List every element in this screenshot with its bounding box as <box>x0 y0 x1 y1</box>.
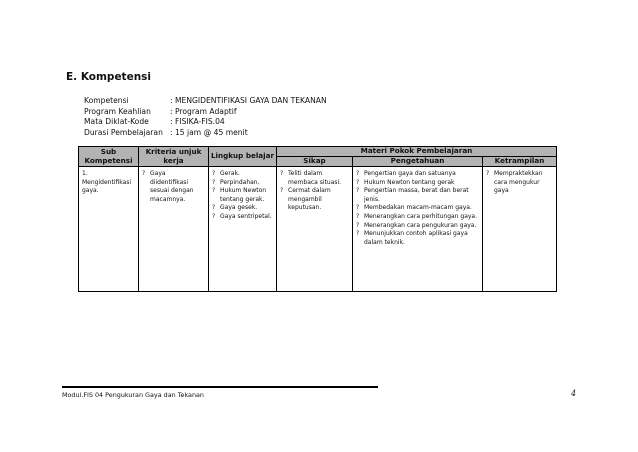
bullet-icon: ? <box>356 178 360 186</box>
list-item <box>212 213 273 222</box>
table-row <box>79 167 557 292</box>
list-item <box>356 213 479 222</box>
bullet-icon: ? <box>356 204 360 212</box>
bullet-icon: ? <box>212 212 216 220</box>
info-value: : MENGIDENTIFIKASI GAYA DAN TEKANAN <box>170 96 327 105</box>
bullet-icon: ? <box>142 170 146 177</box>
list-item-text: Teliti dalam membaca situasi. <box>288 170 342 186</box>
header-kriteria: Kriteria unjuk kerja <box>139 147 209 167</box>
list-item <box>356 230 479 247</box>
info-label: Durasi Pembelajaran <box>84 127 163 137</box>
cell-sub-kompetensi: 1. Mengidentifikasi gaya. <box>79 167 139 292</box>
bullet-icon: ? <box>212 178 216 186</box>
info-row-program <box>84 107 327 118</box>
list-item <box>142 170 205 204</box>
list-item <box>212 170 273 179</box>
bullet-icon: ? <box>486 170 490 177</box>
page-number: 4 <box>571 389 577 398</box>
list-item <box>212 204 273 213</box>
bullet-icon: ? <box>212 170 216 177</box>
list-item-text: Mempraktekkan cara mengukur gaya <box>494 170 543 195</box>
cell-kriteria <box>139 167 209 292</box>
header-sikap: Sikap <box>277 157 353 167</box>
list-item-text: Gaya sentripetal. <box>220 212 272 220</box>
info-row-kompetensi <box>84 96 327 107</box>
list-item-text: Hukum Newton tentang gerak <box>364 178 455 186</box>
info-value: : 15 jam @ 45 menit <box>170 127 248 137</box>
list-item-text: Gaya diidentifikasi sesuai dengan macamnya. <box>150 170 194 203</box>
bullet-icon: ? <box>212 204 216 212</box>
info-label: Kompetensi <box>84 96 129 105</box>
info-label: Mata Diklat-Kode <box>84 117 149 126</box>
info-value: : Program Adaptif <box>170 106 237 116</box>
list-item <box>212 179 273 188</box>
list-item-text: Menunjukkan contoh aplikasi gaya dalam teknik. <box>364 230 468 246</box>
list-item <box>212 187 273 204</box>
cell-sikap <box>277 167 353 292</box>
header-pengetahuan: Pengetahuan <box>353 157 483 167</box>
section-heading: E. Kompetensi <box>66 71 152 83</box>
header-lingkup: Lingkup belajar <box>209 147 277 167</box>
list-item-text: Perpindahan. <box>220 178 260 186</box>
info-row-mata-diklat <box>84 117 327 128</box>
bullet-icon: ? <box>212 187 216 195</box>
header-sub-kompetensi: Sub Kompetensi <box>79 147 139 167</box>
info-label: Program Keahlian <box>84 106 151 116</box>
bullet-icon: ? <box>356 212 360 220</box>
bullet-icon: ? <box>356 170 360 177</box>
info-row-durasi <box>84 128 327 139</box>
cell-lingkup <box>209 167 277 292</box>
list-item-text: Cermat dalam mengambil keputusan. <box>288 187 331 212</box>
cell-ketrampilan <box>483 167 557 292</box>
list-item <box>356 187 479 204</box>
bullet-icon: ? <box>280 170 284 177</box>
list-item-text: Pengertian massa, berat dan berat jenis. <box>364 187 469 203</box>
bullet-icon: ? <box>356 230 360 238</box>
list-item <box>356 222 479 231</box>
bullet-icon: ? <box>356 187 360 195</box>
list-item-text: Gaya gesek. <box>220 204 258 212</box>
list-item <box>356 179 479 188</box>
list-item <box>356 204 479 213</box>
list-item-text: Menerangkan cara perhitungan gaya. <box>364 212 478 220</box>
cell-pengetahuan <box>353 167 483 292</box>
list-item-text: Hukum Newton tentang gerak. <box>220 187 267 203</box>
footer-module-title: Modul.FIS 04 Pengukuran Gaya dan Tekanan <box>62 391 204 399</box>
header-ketrampilan: Ketrampilan <box>483 157 557 167</box>
bullet-icon: ? <box>356 221 360 229</box>
header-materi: Materi Pokok Pembelajaran <box>277 147 557 157</box>
bullet-icon: ? <box>280 187 284 195</box>
list-item-text: Pengertian gaya dan satuanya <box>364 170 456 177</box>
competency-info <box>84 96 327 138</box>
list-item <box>280 170 349 187</box>
competency-table <box>78 146 557 292</box>
list-item <box>356 170 479 179</box>
list-item <box>280 187 349 213</box>
list-item <box>486 170 553 196</box>
list-item-text: Gerak. <box>220 170 240 177</box>
list-item-text: Menerangkan cara pengukuran gaya. <box>364 221 477 229</box>
list-item-text: Membedakan macam-macam gaya. <box>364 204 472 212</box>
info-value: : FISIKA-FIS.04 <box>170 117 225 126</box>
footer-divider <box>62 386 378 388</box>
